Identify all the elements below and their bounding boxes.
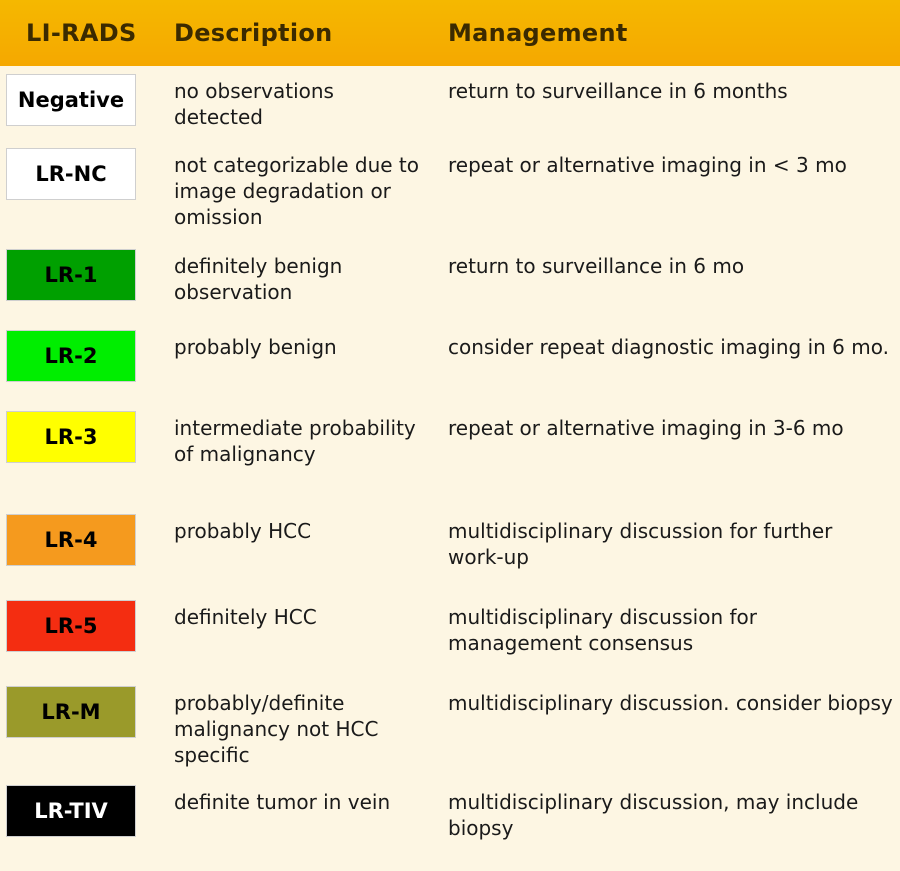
status-badge: LR-5 [6, 600, 136, 652]
table-row [0, 66, 900, 140]
table-row [0, 322, 900, 403]
management-cell: multidisciplinary discussion for management consensus [448, 605, 758, 655]
category-badge-cell [0, 686, 162, 738]
table-header-row [0, 0, 900, 66]
description-cell: probably/definite malignancy not HCC specific [174, 691, 379, 767]
table-row [0, 592, 900, 678]
status-badge: LR-3 [6, 411, 136, 463]
table-row [0, 403, 900, 506]
status-badge: LR-M [6, 686, 136, 738]
category-badge-cell [0, 249, 162, 301]
management-cell: consider repeat diagnostic imaging in 6 mo. [448, 335, 889, 359]
category-badge-cell [0, 330, 162, 382]
management-cell: repeat or alternative imaging in < 3 mo [448, 153, 847, 177]
management-cell: return to surveillance in 6 mo [448, 254, 745, 278]
category-badge-cell [0, 411, 162, 463]
description-cell: definitely benign observation [174, 254, 343, 304]
description-cell: not categorizable due to image degradation or omission [174, 153, 419, 229]
category-badge-cell [0, 148, 162, 200]
management-cell: multidisciplinary discussion, may include biopsy [448, 790, 859, 840]
description-cell: definitely HCC [174, 605, 317, 629]
table-row [0, 678, 900, 777]
status-badge: LR-TIV [6, 785, 136, 837]
column-header-description: Description [174, 19, 333, 47]
column-header-lirads: LI-RADS [26, 19, 137, 47]
column-header-management: Management [448, 19, 628, 47]
category-badge-cell [0, 785, 162, 837]
status-badge: LR-1 [6, 249, 136, 301]
status-badge: LR-NC [6, 148, 136, 200]
description-cell: intermediate probability of malignancy [174, 416, 416, 466]
management-cell: multidisciplinary discussion. consider biopsy [448, 691, 893, 715]
description-cell: probably benign [174, 335, 337, 359]
category-badge-cell [0, 600, 162, 652]
table-row [0, 140, 900, 241]
status-badge: LR-4 [6, 514, 136, 566]
management-cell: return to surveillance in 6 months [448, 79, 788, 103]
table-body [0, 66, 900, 871]
management-cell: repeat or alternative imaging in 3-6 mo [448, 416, 844, 440]
table-row [0, 241, 900, 322]
description-cell: probably HCC [174, 519, 312, 543]
description-cell: definite tumor in vein [174, 790, 391, 814]
status-badge: LR-2 [6, 330, 136, 382]
status-badge: Negative [6, 74, 136, 126]
category-badge-cell [0, 74, 162, 126]
description-cell: no observations detected [174, 79, 334, 129]
management-cell: multidisciplinary discussion for further work-up [448, 519, 833, 569]
table-row [0, 506, 900, 592]
table-row [0, 777, 900, 863]
category-badge-cell [0, 514, 162, 566]
